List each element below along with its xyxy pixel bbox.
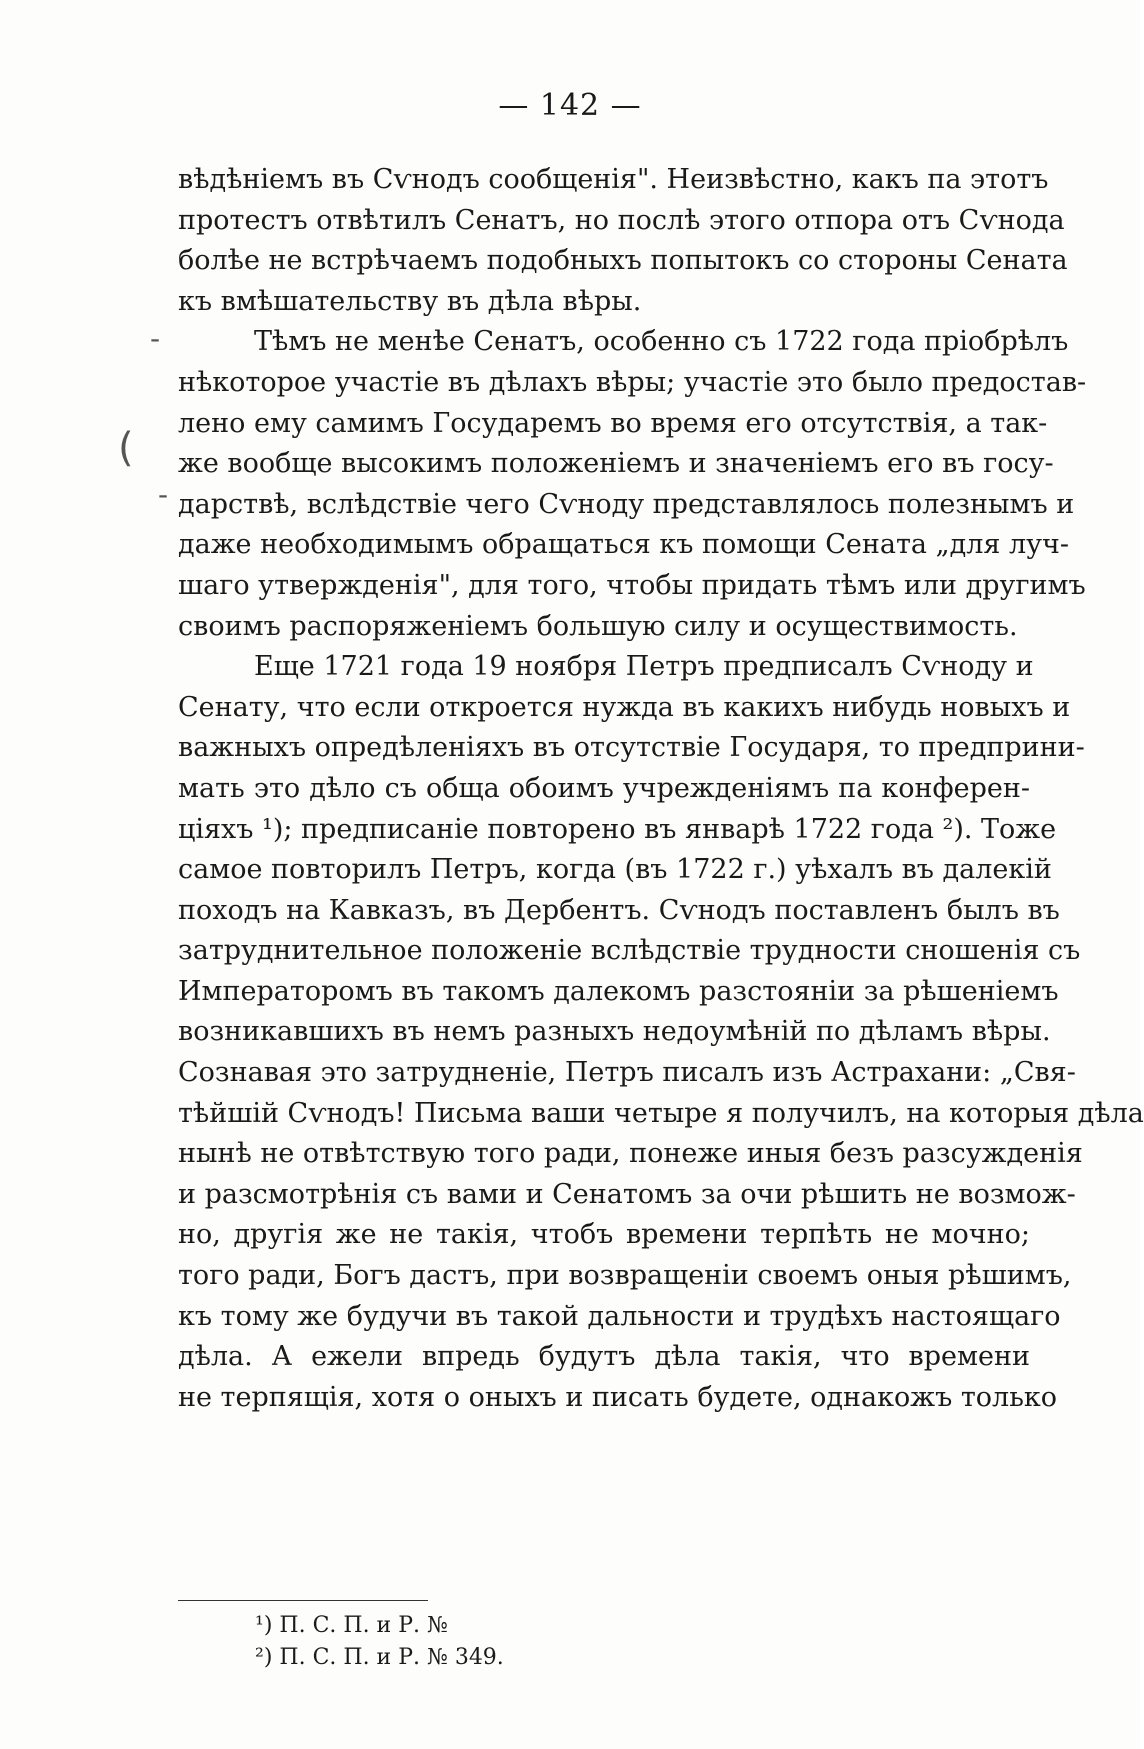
- footnote-divider: [178, 1600, 428, 1601]
- text-line: самое повторилъ Петръ, когда (въ 1722 г.) уѣхалъ въ далекій: [178, 854, 1052, 886]
- text-line: даже необходимымъ обращаться къ помощи Сената „для луч-: [178, 529, 1069, 561]
- text-line: возникавшихъ въ немъ разныхъ недоумѣній по дѣламъ вѣры.: [178, 1016, 1051, 1048]
- text-line: же вообще высокимъ положеніемъ и значеніемъ его въ госу-: [178, 448, 1054, 480]
- text-line: Императоромъ въ такомъ далекомъ разстояніи за рѣшеніемъ: [178, 975, 1059, 1007]
- text-line: къ вмѣшательству въ дѣла вѣры.: [178, 285, 642, 317]
- text-line: дѣла. А ежели впредь будутъ дѣла такія, что времени: [178, 1341, 1030, 1373]
- text-line: протестъ отвѣтилъ Сенатъ, но послѣ этого отпора отъ Сѵнода: [178, 204, 1065, 236]
- text-line: но, другія же не такія, чтобъ времени терпѣть не мочно;: [178, 1219, 1030, 1251]
- text-line: мать это дѣло съ обща обоимъ учрежденіямъ па конферен-: [178, 772, 1030, 804]
- text-line: болѣе не встрѣчаемъ подобныхъ попытокъ со стороны Сената: [178, 245, 1068, 277]
- text-line: походъ на Кавказъ, въ Дербентъ. Сѵнодъ поставленъ былъ въ: [178, 894, 1060, 926]
- text-line: не терпящія, хотя о оныхъ и писать будете, однакожъ только: [178, 1381, 1058, 1413]
- footnote: ²) П. С. П. и Р. № 349.: [255, 1645, 504, 1670]
- text-line: нынѣ не отвѣтствую того ради, понеже иныя безъ разсужденія: [178, 1138, 1083, 1170]
- text-line: того ради, Богъ дастъ, при возвращеніи своемъ оныя рѣшимъ,: [178, 1260, 1072, 1292]
- text-line: затруднительное положеніе вслѣдствіе трудности сношенія съ: [178, 935, 1081, 967]
- text-line: Сенату, что если откроется нужда въ какихъ нибудь новыхъ и: [178, 691, 1071, 723]
- margin-mark: -: [150, 322, 161, 355]
- text-line: лено ему самимъ Государемъ во время его отсутствія, а так-: [178, 407, 1048, 439]
- main-text: [178, 160, 1144, 1418]
- text-line: и разсмотрѣнія съ вами и Сенатомъ за очи рѣшить не возмож-: [178, 1178, 1076, 1210]
- text-line: тѣйшій Сѵнодъ! Письма ваши четыре я получилъ, на которыя дѣла: [178, 1097, 1144, 1129]
- text-line: дарствѣ, вслѣдствіе чего Сѵноду представлялось полезнымъ и: [178, 488, 1075, 520]
- text-line: Тѣмъ не менѣе Сенатъ, особенно съ 1722 года пріобрѣлъ: [254, 326, 1069, 358]
- text-line: къ тому же будучи въ такой дальности и трудѣхъ настоящаго: [178, 1300, 1061, 1332]
- text-line: Еще 1721 года 19 ноября Петръ предписалъ Сѵноду и: [254, 651, 1034, 683]
- text-line: ціяхъ ¹); предписаніе повторено въ январѣ 1722 года ²). Тоже: [178, 813, 1057, 845]
- text-line: шаго утвержденія", для того, чтобы придать тѣмъ или другимъ: [178, 569, 1086, 601]
- text-line: своимъ распоряженіемъ большую силу и осуществимость.: [178, 610, 1018, 642]
- text-line: важныхъ опредѣленіяхъ въ отсутствіе Государя, то предприни-: [178, 732, 1085, 764]
- page-number: — 142 —: [498, 88, 642, 123]
- margin-mark: -: [158, 478, 169, 511]
- footnote: ¹) П. С. П. и Р. №: [255, 1613, 448, 1638]
- footnotes: [255, 1610, 955, 1674]
- text-line: нѣкоторое участіе въ дѣлахъ вѣры; участіе это было предостав-: [178, 366, 1087, 398]
- text-line: Сознавая это затрудненіе, Петръ писалъ изъ Астрахани: „Свя-: [178, 1057, 1076, 1089]
- margin-bracket: (: [118, 425, 134, 471]
- text-line: вѣдѣніемъ въ Сѵнодъ сообщенія". Неизвѣстно, какъ па этотъ: [178, 164, 1049, 195]
